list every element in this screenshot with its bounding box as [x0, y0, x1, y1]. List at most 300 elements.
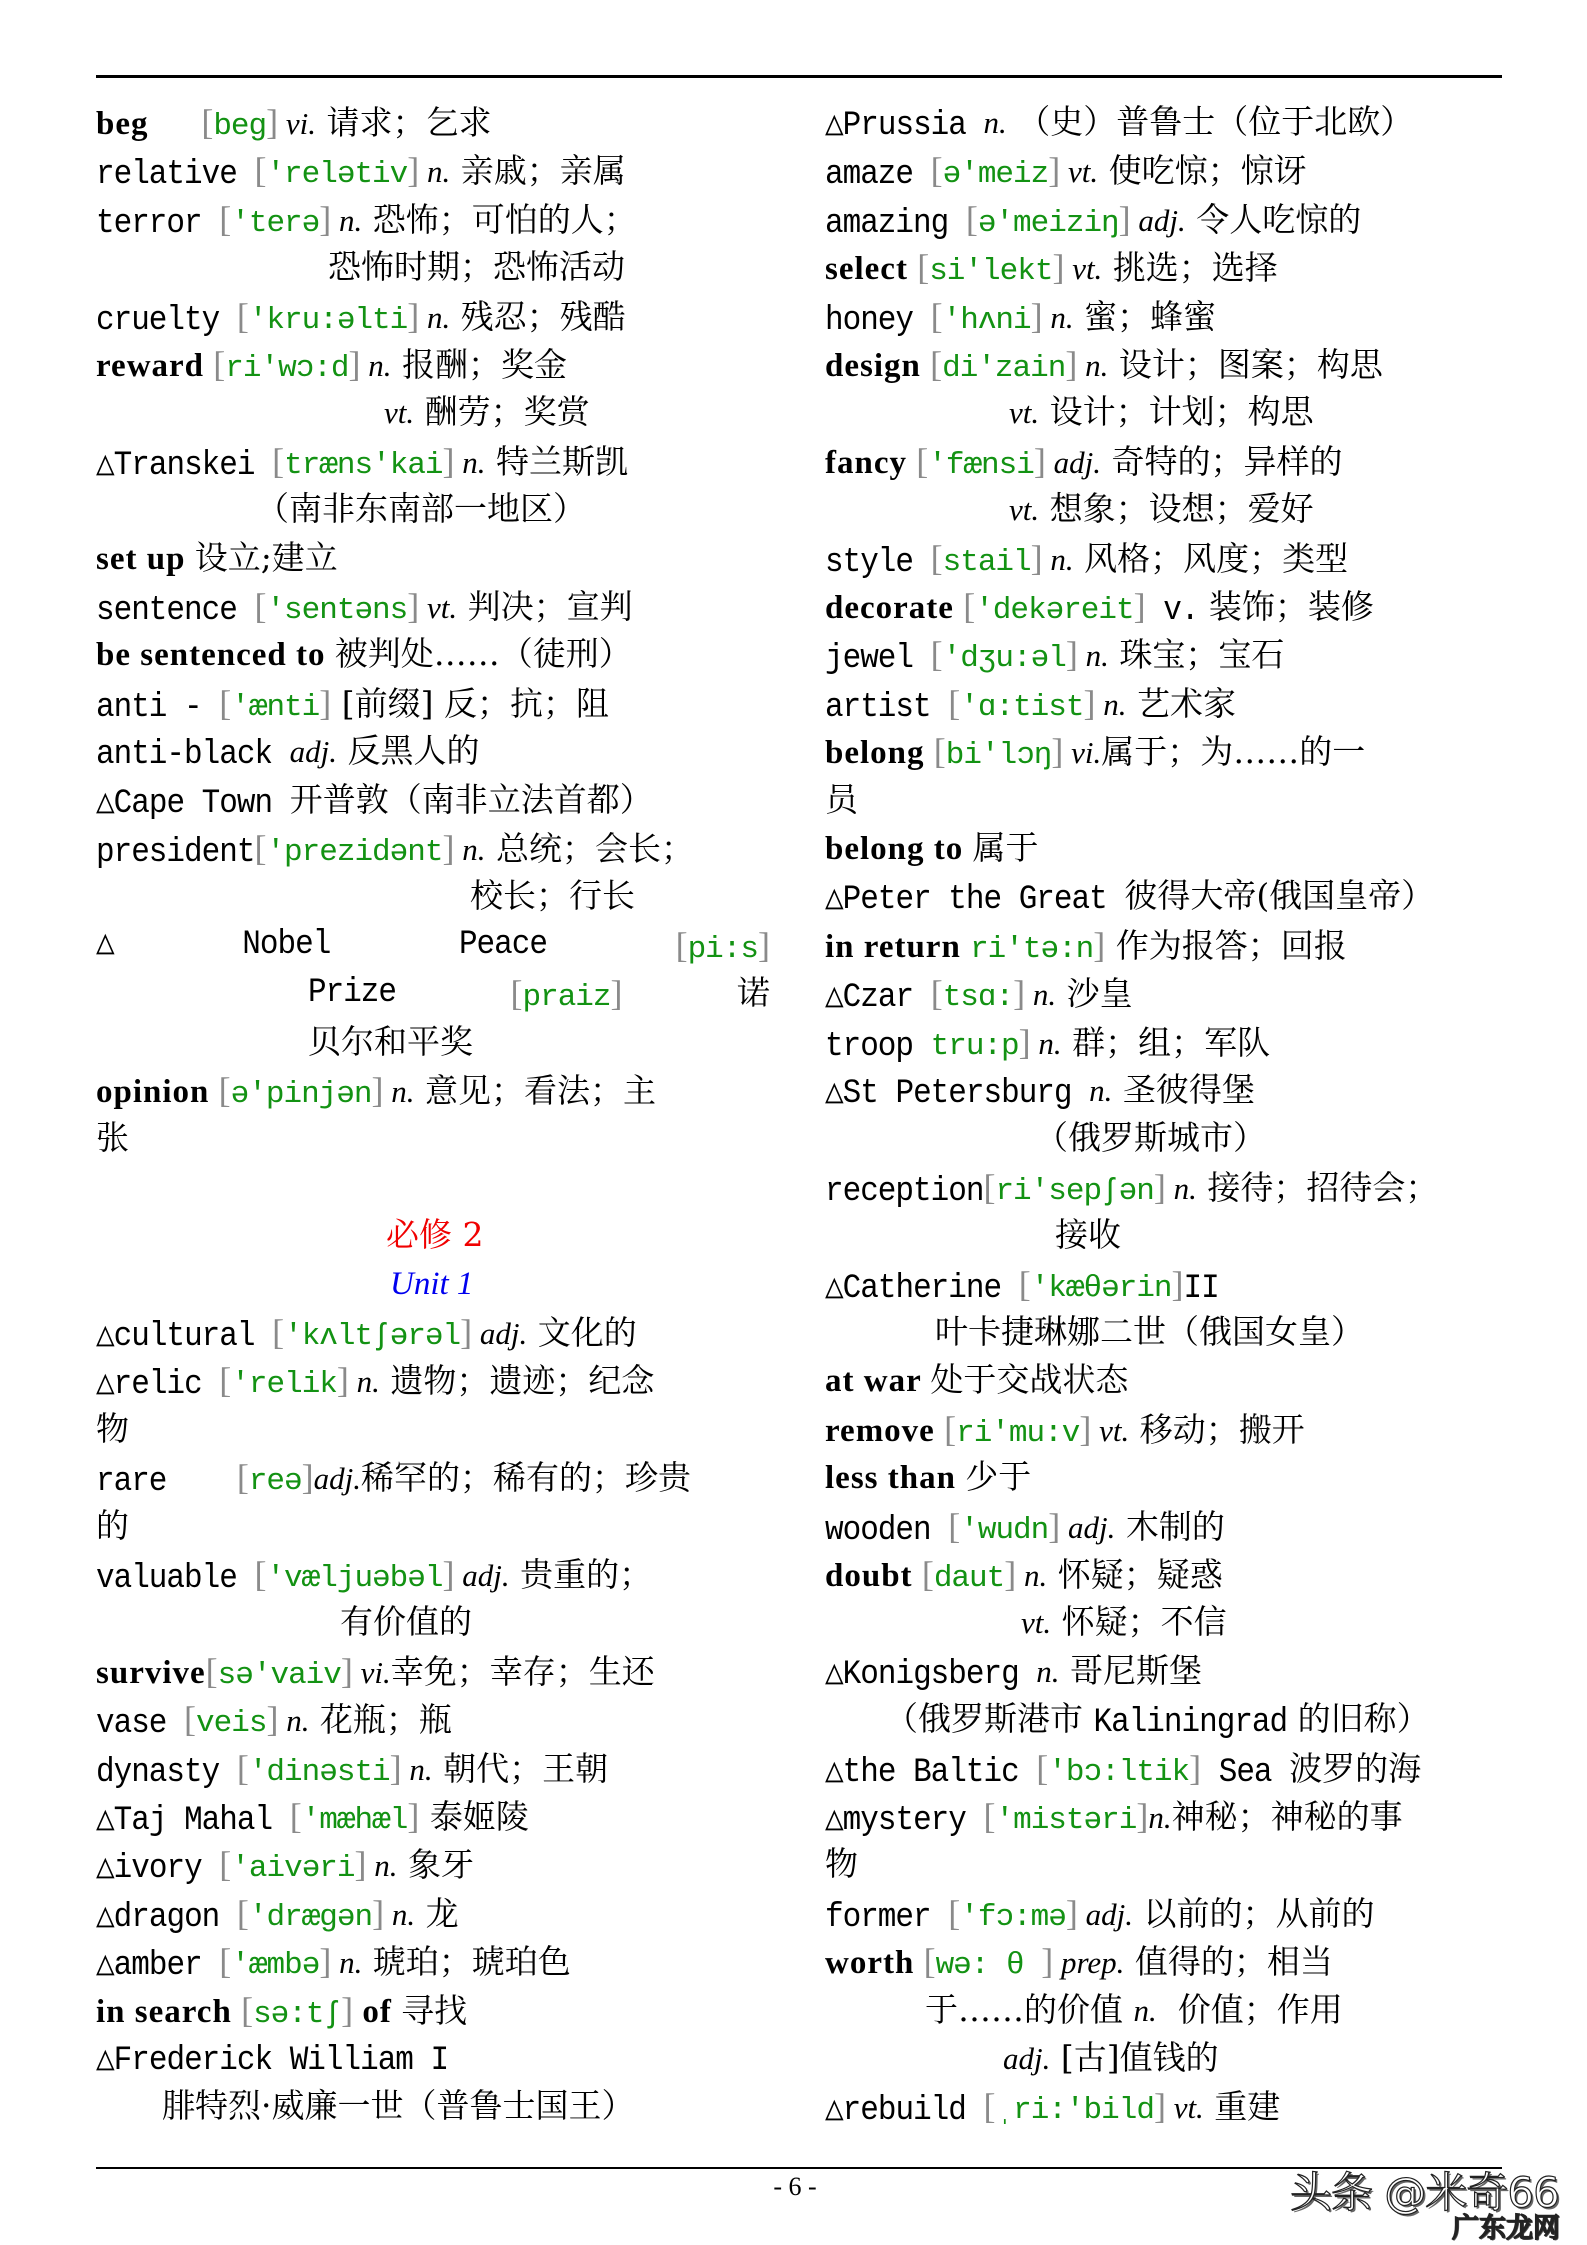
part-of-speech: prep.: [1053, 1945, 1125, 1981]
phonetic: [254, 582, 419, 635]
part-of-speech: n.: [1165, 1170, 1197, 1206]
phonetic-text: ə'meiziŋ: [977, 205, 1119, 241]
vocab-line: [96, 2034, 448, 2082]
part-of-speech: n.: [366, 1848, 398, 1884]
phonetic: [272, 437, 454, 490]
definition: 圣彼得堡: [1112, 1070, 1255, 1109]
definition: 酬劳；奖赏: [414, 392, 590, 432]
headword: rare: [96, 1462, 237, 1502]
definition: 挑选；选择: [1102, 248, 1278, 288]
phonetic: [931, 630, 1078, 683]
definition: （史）普鲁士（位于北欧）: [1006, 102, 1414, 141]
headword-bold: worth: [825, 1945, 924, 1982]
vocab-line: [96, 1453, 691, 1501]
vocab-line: [96, 195, 637, 243]
bracket-open: [: [923, 1941, 936, 1982]
bracket-open: [: [930, 295, 943, 336]
part-of-speech: n.: [331, 1945, 363, 1981]
phonetic-text: 'kru:əlti: [248, 302, 408, 338]
phonetic-text: reə: [248, 1464, 302, 1500]
phonetic: [206, 1647, 353, 1700]
headword-bold: fancy: [825, 444, 917, 481]
definition: （俄罗斯港市: [885, 1699, 1094, 1739]
vocab-line: [825, 1889, 1374, 1937]
bracket-close: ]: [1018, 1021, 1031, 1062]
bracket-open: [: [948, 1505, 961, 1546]
phonetic: [963, 582, 1145, 635]
headword: terror: [96, 203, 220, 243]
part-of-speech: n.: [278, 1703, 310, 1739]
definition: 设计；计划；构思: [1039, 392, 1314, 432]
phonetic: [219, 195, 331, 248]
phonetic-text: ˌri:'bild: [995, 2093, 1154, 2129]
part-of-speech: n.: [360, 348, 392, 383]
vocab-line: [308, 1018, 473, 1066]
phonetic-text: 'æmbə: [231, 1948, 320, 1984]
phonetic: [219, 1840, 366, 1893]
definition: 少于: [965, 1457, 1032, 1497]
bracket-close: ]: [1030, 295, 1043, 336]
phonetic-text: beg: [213, 109, 267, 144]
phonetic-text: praiz: [522, 980, 611, 1016]
part-of-speech: n.: [383, 1074, 415, 1109]
phonetic-text: 'drægən: [248, 1899, 373, 1935]
part-of-speech: n.: [1077, 638, 1109, 674]
bracket-close: ]: [340, 1650, 353, 1691]
part-of-speech: n.: [1016, 1558, 1048, 1593]
phonetic-text: 'dekəreit: [975, 593, 1134, 628]
phonetic-text: 'ɑ:tist: [960, 689, 1084, 725]
phonetic-text: ri'sepʃən: [995, 1173, 1154, 1209]
part-of-speech: n.: [401, 1751, 433, 1787]
vocab-line: [825, 582, 1374, 630]
definition: [古]值钱的: [1050, 2038, 1219, 2077]
phonetic: [924, 1937, 1054, 1990]
headword: △Taj Mahal: [96, 1800, 290, 1841]
definition: 亲戚；亲属: [450, 151, 626, 191]
headword: anti-black: [96, 735, 290, 775]
definition: 泰姬陵: [419, 1797, 529, 1836]
phonetic-text: 'dʒu:əl: [942, 641, 1066, 677]
definition: 风格；风度；类型: [1073, 538, 1349, 578]
definition: 属于；为……的一: [1101, 732, 1366, 772]
phonetic-text: 'mistəri: [995, 1803, 1137, 1838]
headword: troop: [825, 1026, 931, 1066]
part-of-speech: adj.: [1060, 1509, 1116, 1545]
headword-bold: select: [825, 251, 918, 288]
vocab-line: [96, 1550, 652, 1598]
part-of-speech: n.: [454, 832, 486, 867]
definition: 于……的价值: [925, 1989, 1134, 2029]
bracket-close: ]: [336, 1360, 349, 1401]
part-of-speech: vt.: [419, 590, 458, 625]
part-of-speech: adj.: [1130, 202, 1186, 238]
phonetic-text: ə'pinjən: [230, 1077, 372, 1112]
headword: wooden: [825, 1510, 949, 1550]
definition: 木制的: [1115, 1506, 1225, 1546]
bracket-open: [: [930, 634, 943, 675]
vocab-line: [308, 969, 770, 1017]
definition: 装饰；装修: [1198, 587, 1374, 626]
definition: 价值；作用: [1156, 1989, 1343, 2029]
definition: （俄罗斯城市）: [1035, 1118, 1266, 1158]
phonetic: [213, 340, 360, 393]
bracket-close: ]: [1048, 1505, 1061, 1546]
bracket-close: ]: [1093, 924, 1106, 965]
definition: 叶卡捷琳娜二世（俄国女皇）: [935, 1312, 1364, 1351]
vocab-line: [825, 872, 1434, 920]
vocab-line: [825, 1647, 1202, 1695]
bracket-open: [: [219, 1360, 232, 1401]
vocab-line: [925, 1986, 1343, 2034]
part-of-speech: n.: [331, 202, 363, 238]
bracket-close: ]: [460, 1312, 473, 1352]
vocab-line: [390, 1260, 473, 1308]
part-of-speech: n.: [983, 105, 1007, 140]
vocab-line: [1009, 388, 1314, 436]
phonetic-text: 'kʌltʃərəl: [284, 1319, 461, 1354]
headword: II: [1183, 1268, 1219, 1308]
vocab-line: [96, 1114, 129, 1162]
phonetic: [201, 98, 278, 151]
phonetic: [219, 1356, 349, 1409]
vocab-line: [825, 776, 858, 824]
headword-bold: in return: [825, 928, 971, 965]
vocab-line: [825, 1066, 1255, 1114]
phonetic: [676, 921, 770, 969]
part-of-speech: vt.: [1060, 154, 1099, 190]
bracket-close: ]: [407, 586, 420, 626]
bracket-open: [: [205, 1650, 218, 1691]
part-of-speech: adj.: [472, 1316, 528, 1351]
bracket-close: ]: [1153, 2086, 1166, 2127]
definition: 开普敦（南非立法首都）: [289, 779, 653, 819]
definition: 重建: [1203, 2087, 1281, 2127]
vocab-line: [470, 872, 635, 920]
definition: 移动；搬开: [1129, 1409, 1305, 1449]
bracket-close: ]: [407, 1796, 420, 1836]
vocab-line: [825, 969, 1133, 1017]
part-of-speech: vt.: [1165, 2090, 1204, 2126]
headword: Peace: [458, 924, 547, 964]
bracket-close: ]: [1118, 198, 1131, 239]
bracket-close: ]: [1079, 1408, 1092, 1449]
vocab-line: [1003, 2034, 1219, 2082]
phonetic-text: 'hʌni: [942, 302, 1031, 338]
definition: 贵重的；: [509, 1555, 653, 1594]
bracket-close: ]: [1051, 731, 1064, 772]
bracket-open: [: [236, 1457, 249, 1498]
vocab-line: [825, 437, 1343, 485]
bracket-close: ]: [442, 1554, 455, 1594]
headword: △Peter the Great: [825, 880, 1125, 920]
vocab-line: [825, 1405, 1305, 1453]
part-of-speech: vi.: [278, 106, 316, 141]
phonetic-text: 'relik: [231, 1367, 337, 1403]
part-of-speech: n.: [419, 154, 451, 190]
phonetic: [254, 1550, 454, 1603]
vocab-line: [96, 1840, 474, 1888]
headword: △St Petersburg: [825, 1073, 1090, 1114]
definition: 属于: [972, 828, 1039, 867]
bracket-open: [: [944, 1408, 957, 1449]
bracket-open: [: [218, 1070, 231, 1110]
phonetic-text: 'relətiv: [266, 157, 408, 193]
bracket-open: [: [289, 1796, 302, 1836]
phonetic: [219, 1937, 331, 1990]
headword: △rebuild: [825, 2091, 984, 2131]
vocab-line: [96, 437, 628, 485]
definition: 怀疑；疑惑: [1047, 1555, 1223, 1594]
definition: （南非东南部一地区）: [256, 489, 586, 529]
headword-bold: less than: [825, 1460, 966, 1497]
bracket-open: [: [983, 1796, 996, 1836]
definition: 贝尔和平奖: [308, 1021, 473, 1061]
phonetic: [931, 534, 1043, 587]
headword: cruelty: [96, 300, 237, 340]
phonetic: [237, 1453, 314, 1506]
part-of-speech: n.: [1042, 299, 1074, 335]
bracket-open: [: [201, 102, 214, 142]
phonetic: [948, 679, 1095, 732]
vocab-line: [96, 1986, 467, 2034]
definition: 稀罕的；稀有的；珍贵: [361, 1458, 692, 1498]
part-of-speech: n.: [384, 1896, 416, 1932]
phonetic-text: 'prezidənt: [266, 835, 443, 870]
vocab-line: [96, 582, 633, 630]
phonetic: [241, 1986, 353, 2039]
bracket-open: [: [930, 344, 943, 384]
vocab-line: [96, 776, 653, 824]
bracket-close: ]: [1052, 247, 1065, 288]
bracket-open: [: [983, 1166, 996, 1207]
part-of-speech: n.: [1095, 686, 1127, 722]
definition: 设立;建立: [194, 537, 338, 577]
phonetic: [237, 292, 419, 345]
phonetic: [184, 1695, 278, 1748]
bracket-close: ]: [442, 440, 455, 481]
bracket-close: ]: [301, 1457, 314, 1498]
part-of-speech: n.: [1025, 977, 1057, 1013]
phonetic-text: træns'kai: [284, 447, 443, 483]
headword: president: [96, 832, 255, 873]
vocab-line: [384, 388, 590, 436]
bracket-open: [: [219, 682, 232, 723]
part-of-speech: adj.: [1045, 444, 1101, 480]
phonetic-text: sə:tʃ: [253, 1996, 342, 2032]
section-heading: 必修 2: [386, 1215, 484, 1255]
phonetic-text: stail: [942, 544, 1031, 580]
definition: 物: [825, 1844, 858, 1884]
part-of-speech: adj.: [313, 1461, 362, 1497]
definition: 神秘；神秘的事: [1171, 1797, 1403, 1836]
headword: valuable: [96, 1558, 255, 1599]
definition: 的: [96, 1505, 129, 1545]
vocab-line: [96, 630, 632, 678]
definition: 群；组；军队: [1061, 1022, 1271, 1062]
definition: 腓特烈·威廉一世（普鲁士国王）: [162, 2086, 635, 2126]
bracket-open: [: [933, 731, 946, 772]
definition: 意见；看法；主: [414, 1071, 656, 1110]
vocab-line: [96, 1744, 608, 1792]
vocab-line: [96, 679, 609, 727]
part-of-speech: n.: [1036, 1653, 1060, 1689]
part-of-speech: vt.: [1021, 1605, 1052, 1641]
phonetic-text: tsɑ:: [942, 980, 1014, 1016]
phonetic-text: ri'wɔ:d: [225, 351, 349, 386]
bracket-close: ]: [389, 1747, 402, 1788]
definition: 蜜；蜂蜜: [1073, 296, 1217, 336]
headword-bold: in search: [96, 1993, 242, 2030]
bracket-close: ]: [1065, 1892, 1078, 1933]
headword-bold: design: [825, 348, 931, 384]
bracket-close: ]: [1048, 150, 1061, 191]
headword: sentence: [96, 590, 255, 631]
definition: 奇特的；异样的: [1101, 441, 1343, 481]
headword: △Czar: [825, 978, 931, 1018]
phonetic: [934, 727, 1064, 780]
definition: 员: [825, 779, 858, 819]
headword: △Transkei: [96, 445, 273, 485]
bracket-open: [: [236, 1892, 249, 1933]
bracket-close: ]: [1153, 1166, 1166, 1207]
vocab-line: [386, 1211, 484, 1259]
phonetic: [931, 1018, 1031, 1071]
bracket-close: ]: [1065, 344, 1078, 384]
vocab-line: [825, 921, 1347, 969]
headword: Sea: [1201, 1752, 1290, 1792]
bracket-close: ]: [407, 150, 420, 191]
vocab-line: [825, 534, 1348, 582]
header-rule: [96, 75, 1502, 78]
vocab-line: [1009, 485, 1314, 533]
headword: style: [825, 542, 931, 582]
bracket-open: [: [236, 1747, 249, 1788]
bracket-open: [: [930, 973, 943, 1014]
headword-bold: doubt: [825, 1558, 922, 1594]
vocab-line: [825, 292, 1216, 340]
headword-bold: opinion: [96, 1074, 219, 1110]
vocab-line: [825, 1792, 1403, 1840]
bracket-open: [: [1036, 1747, 1049, 1788]
phonetic: [272, 1308, 472, 1361]
part-of-speech: n.: [1030, 1025, 1062, 1061]
phonetic: [237, 1744, 402, 1797]
definition: 请求；乞求: [316, 103, 492, 142]
headword-bold: be sentenced to: [96, 637, 335, 674]
bracket-open: [: [675, 924, 688, 965]
bracket-open: [: [219, 198, 232, 239]
bracket-close: ]: [1004, 1554, 1017, 1594]
headword: vase: [96, 1704, 185, 1744]
bracket-open: [: [948, 682, 961, 723]
unit-heading: Unit 1: [390, 1265, 474, 1302]
phonetic: [931, 969, 1025, 1022]
vocab-line: [162, 2082, 635, 2130]
headword: former: [825, 1897, 949, 1937]
vocab-line: [935, 1308, 1364, 1356]
phonetic-text: 'terə: [231, 205, 320, 241]
phonetic-text: 'aivəri: [231, 1851, 355, 1887]
phonetic: [970, 921, 1105, 974]
definition: 艺术家: [1126, 683, 1236, 723]
phonetic-text: 'fænsi: [928, 447, 1034, 483]
headword: anti -: [96, 687, 220, 727]
vocab-line: [96, 1792, 529, 1840]
definition: 使吃惊；惊讶: [1098, 151, 1307, 191]
vocab-line: [96, 1695, 452, 1743]
definition: 龙: [415, 1893, 459, 1933]
bracket-open: [: [917, 247, 930, 288]
definition: 想象；设想；爱好: [1039, 489, 1314, 529]
vocab-line: [96, 1405, 129, 1453]
vocab-line: [825, 2082, 1280, 2130]
phonetic: [931, 146, 1061, 199]
headword: Prize: [308, 973, 397, 1013]
phonetic: [237, 1889, 384, 1942]
headword-bold: at war: [825, 1363, 931, 1400]
part-of-speech: vt.: [1091, 1412, 1130, 1448]
headword: v.: [1145, 590, 1199, 631]
bracket-close: ]: [341, 1989, 354, 2030]
headword: △amber: [96, 1946, 220, 1986]
bracket-open: [: [213, 344, 226, 384]
definition: 珠宝；宝石: [1108, 635, 1285, 675]
vocab-line: [96, 340, 567, 388]
vocab-line: [825, 1260, 1219, 1308]
vocab-line: [825, 243, 1278, 291]
headword-bold: of: [353, 1993, 402, 2030]
headword: △Catherine: [825, 1268, 1019, 1308]
headword: △mystery: [825, 1800, 984, 1841]
phonetic-text: wə: θ: [935, 1948, 1042, 1984]
phonetic-text: ri'mu:v: [956, 1415, 1080, 1451]
definition: 遗物；遗迹；纪念: [379, 1361, 655, 1401]
vocab-line: [825, 824, 1039, 872]
vocab-line: [96, 1356, 654, 1404]
bracket-close: ]: [1033, 440, 1046, 481]
headword: △Frederick William I: [96, 2040, 449, 2081]
headword: △Prussia: [825, 105, 984, 146]
definition: 设计；图案；构思: [1108, 345, 1383, 384]
headword: amazing: [825, 203, 966, 243]
vocab-line: [1055, 1211, 1121, 1259]
definition: 恐怖；可怕的人；: [362, 199, 637, 239]
phonetic-text: di'zain: [942, 351, 1066, 386]
bracket-open: [: [983, 2086, 996, 2127]
phonetic: [922, 1550, 1016, 1603]
definition: 象牙: [397, 1845, 475, 1885]
headword: △ivory: [96, 1849, 220, 1889]
watermark: 头条 @米奇66: [1290, 2168, 1559, 2217]
headword: relative: [96, 155, 255, 195]
phonetic: [254, 824, 454, 877]
part-of-speech: vt.: [1009, 492, 1040, 528]
phonetic: [1019, 1260, 1184, 1313]
headword-bold: survive: [96, 1654, 206, 1691]
bracket-open: [: [254, 1554, 267, 1594]
bracket-close: ]: [1171, 1263, 1184, 1304]
vocab-line: [96, 98, 492, 146]
vocab-line: [256, 485, 586, 533]
definition: 的旧称）: [1287, 1699, 1430, 1739]
vocab-line: [825, 1502, 1225, 1550]
bracket-open: [: [254, 586, 267, 626]
phonetic-text: veis: [196, 1706, 267, 1742]
definition: 总统；会长；: [485, 829, 694, 868]
phonetic: [219, 1066, 384, 1119]
headword: amaze: [825, 155, 931, 195]
